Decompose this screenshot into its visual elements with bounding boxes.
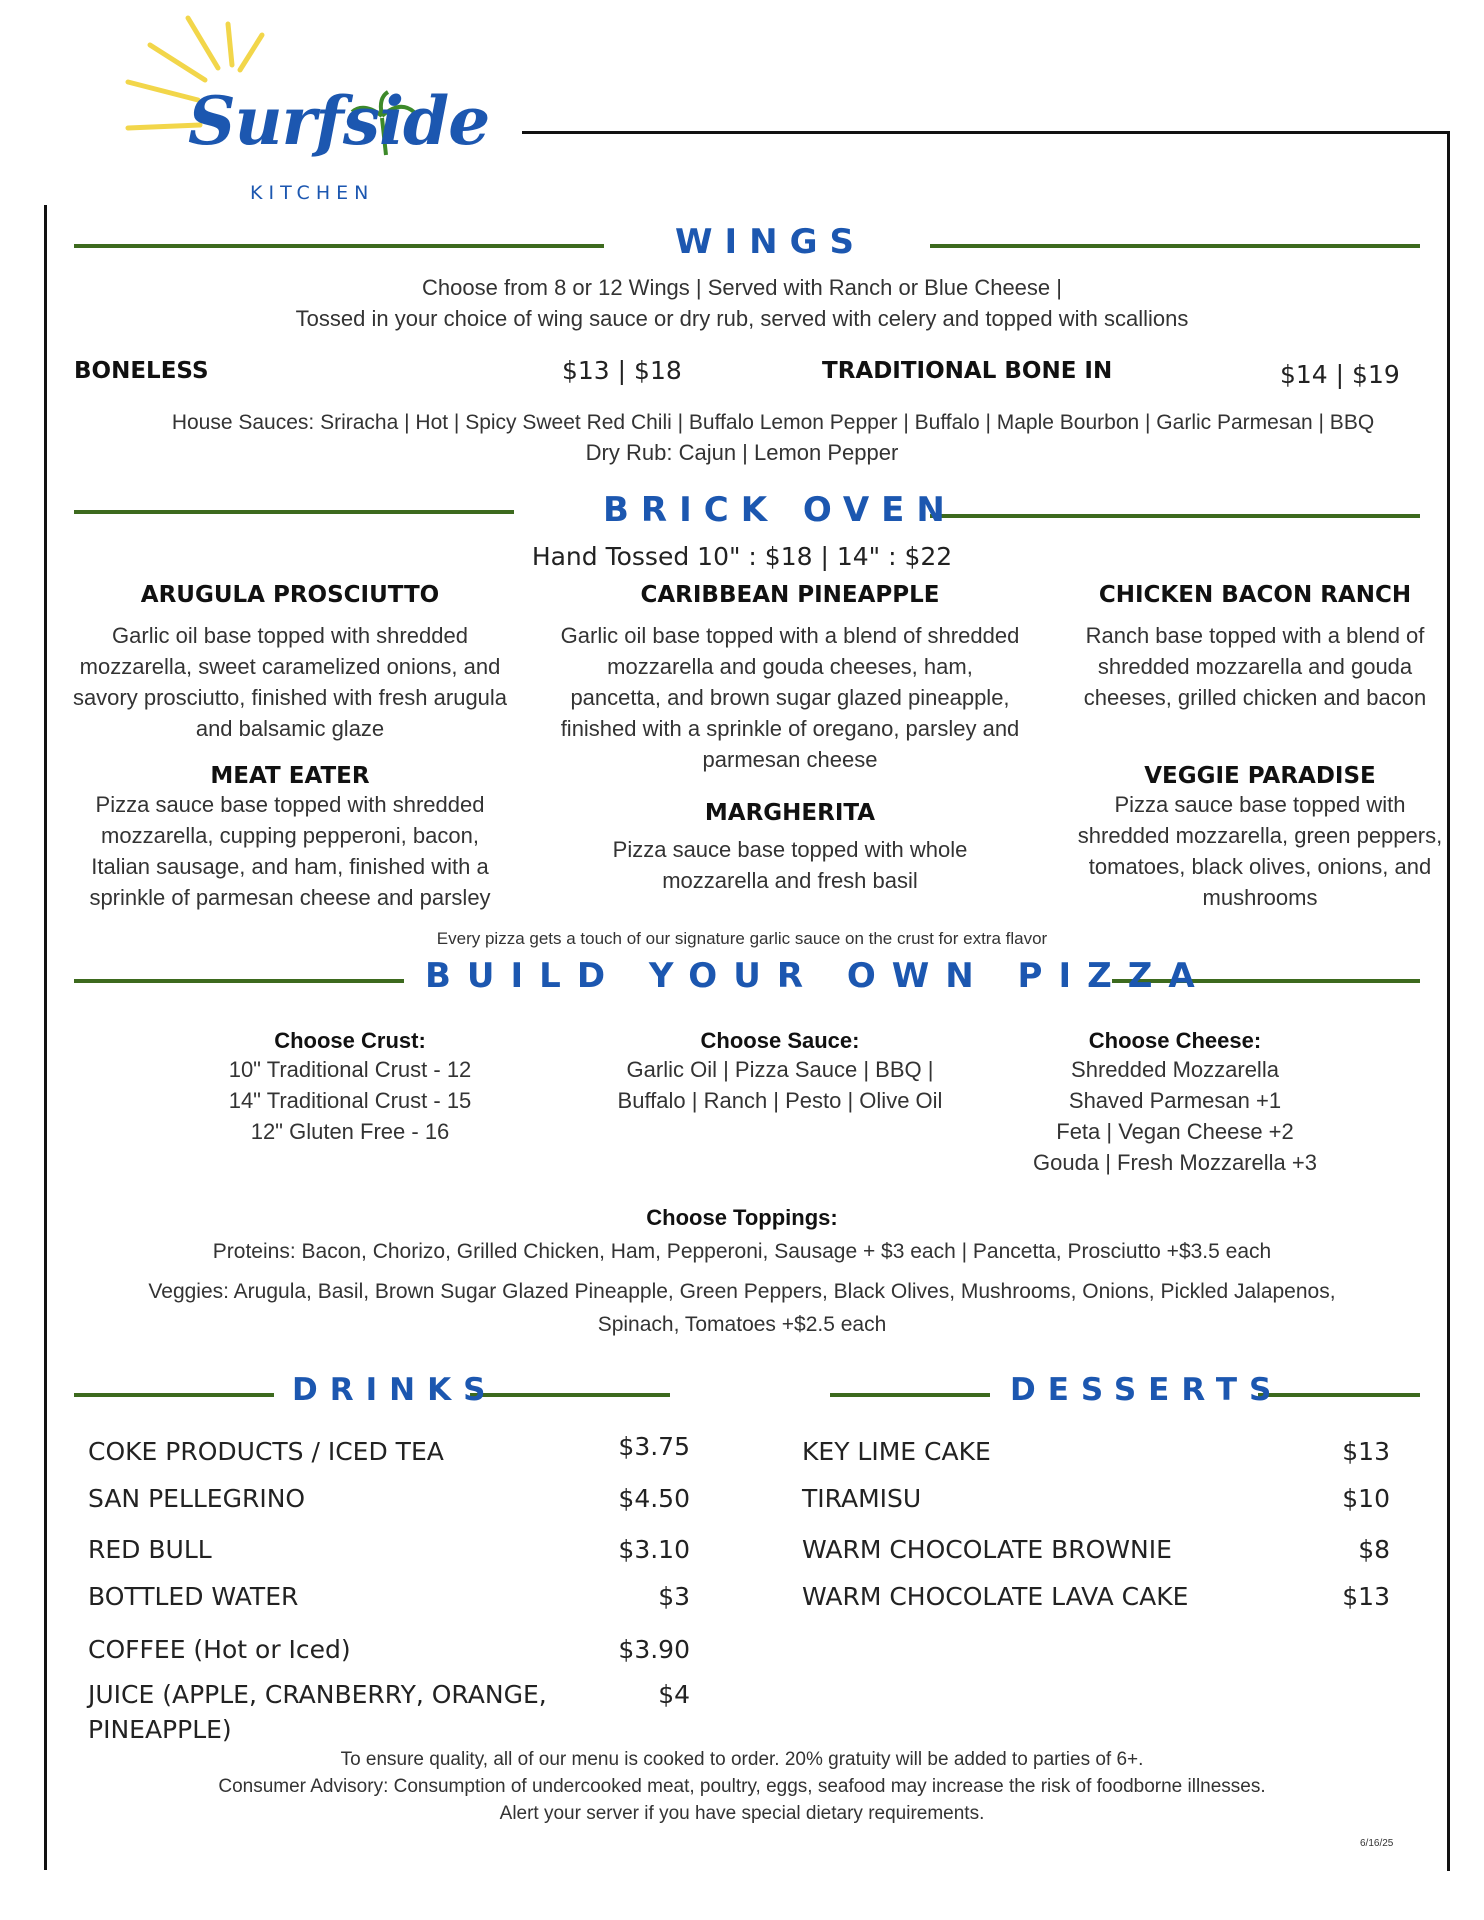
- byo-rule-left: [74, 979, 404, 983]
- crust-line: 14" Traditional Crust - 15: [228, 1088, 472, 1113]
- pizza-card: [560, 582, 1020, 775]
- pizza-name: MARGHERITA: [704, 800, 876, 826]
- drink-item: JUICE (APPLE, CRANBERRY, ORANGE,: [88, 1680, 547, 1709]
- dessert-price: $13: [1342, 1437, 1390, 1466]
- byo-crust: [190, 1028, 510, 1147]
- dessert-item: WARM CHOCOLATE BROWNIE: [802, 1535, 1172, 1564]
- drinks-title: DRINKS: [292, 1372, 498, 1408]
- drinks-rule-right: [470, 1393, 670, 1397]
- pizza-desc: Ranch base topped with a blend of shredded mozzarella and gouda cheeses, grilled chicken and bacon: [1083, 623, 1427, 710]
- toppings-heading: Choose Toppings:: [646, 1205, 838, 1230]
- dessert-price: $13: [1342, 1582, 1390, 1611]
- dessert-price: $10: [1342, 1484, 1390, 1513]
- sauce-heading: Choose Sauce:: [700, 1028, 860, 1053]
- footer-line-3: Alert your server if you have special dietary requirements.: [499, 1803, 985, 1824]
- wings-intro-1: Choose from 8 or 12 Wings | Served with Ranch or Blue Cheese |: [422, 275, 1062, 300]
- drink-price: $4: [658, 1680, 690, 1709]
- pizza-card: [1075, 582, 1435, 713]
- toppings-veggies-2: Spinach, Tomatoes +$2.5 each: [597, 1313, 887, 1336]
- pizza-desc: Garlic oil base topped with shredded mozzarella, sweet caramelized onions, and savory prosciutto, finished with fresh arugula and balsamic glaze: [72, 623, 508, 741]
- drink-item: RED BULL: [88, 1535, 212, 1564]
- cheese-heading: Choose Cheese:: [1088, 1028, 1262, 1053]
- byo-sauce: [600, 1028, 960, 1116]
- drink-item: COKE PRODUCTS / ICED TEA: [88, 1437, 444, 1466]
- sauce-line: Garlic Oil | Pizza Sauce | BBQ |: [626, 1057, 934, 1082]
- drink-price: $3.10: [618, 1535, 690, 1564]
- brick-note: Every pizza gets a touch of our signature garlic sauce on the crust for extra flavor: [436, 929, 1048, 948]
- wings-dry-rub: Dry Rub: Cajun | Lemon Pepper: [585, 440, 899, 465]
- desserts-title: DESSERTS: [1010, 1372, 1284, 1408]
- frame-right-line: [1447, 131, 1450, 1871]
- byo-title: BUILD YOUR OWN PIZZA: [425, 956, 1211, 996]
- wings-sauces: House Sauces: Sriracha | Hot | Spicy Sweet Red Chili | Buffalo Lemon Pepper | Buffalo | Maple Bourbon | Garlic Parmesan | BBQ: [171, 411, 1375, 434]
- brick-rule-left: [74, 510, 514, 514]
- drink-price: $3.75: [618, 1432, 690, 1461]
- cheese-line: Shredded Mozzarella: [1071, 1057, 1279, 1082]
- toppings-proteins: Proteins: Bacon, Chorizo, Grilled Chicken, Ham, Pepperoni, Sausage + $3 each | Pancetta, Prosciutto +$3.5 each: [212, 1240, 1272, 1263]
- pizza-name: CARIBBEAN PINEAPPLE: [640, 582, 940, 608]
- pizza-desc: Pizza sauce base topped with whole mozzarella and fresh basil: [612, 837, 968, 893]
- pizza-name: CHICKEN BACON RANCH: [1098, 582, 1412, 608]
- brand-name: Surfside: [188, 82, 490, 160]
- drink-price: $3: [658, 1582, 690, 1611]
- footer-date: 6/16/25: [1360, 1838, 1394, 1849]
- pizza-card: [1075, 763, 1445, 913]
- traditional-name: TRADITIONAL BONE IN: [822, 358, 1113, 384]
- boneless-price: $13 | $18: [562, 356, 682, 385]
- drink-item: COFFEE (Hot or Iced): [88, 1635, 351, 1664]
- dessert-price: $8: [1358, 1535, 1390, 1564]
- wings-title: WINGS: [675, 222, 867, 262]
- drink-item: SAN PELLEGRINO: [88, 1484, 306, 1513]
- crust-heading: Choose Crust:: [274, 1028, 426, 1053]
- drink-price: $3.90: [618, 1635, 690, 1664]
- dessert-item: TIRAMISU: [802, 1484, 922, 1513]
- drink-item-cont: PINEAPPLE): [88, 1715, 232, 1744]
- brick-title: BRICK OVEN: [603, 490, 957, 530]
- boneless-name: BONELESS: [74, 358, 209, 384]
- pizza-name: MEAT EATER: [210, 763, 370, 789]
- desserts-rule-left: [830, 1393, 990, 1397]
- drinks-rule-left: [74, 1393, 274, 1397]
- wings-rule-right: [930, 244, 1420, 248]
- footer-line-2: Consumer Advisory: Consumption of undercooked meat, poultry, eggs, seafood may increase the risk of foodborne illnesses.: [218, 1776, 1266, 1797]
- wings-intro-2: Tossed in your choice of wing sauce or dry rub, served with celery and topped with scallions: [295, 306, 1189, 331]
- crust-line: 12" Gluten Free - 16: [250, 1119, 450, 1144]
- footer-line-1: To ensure quality, all of our menu is cooked to order. 20% gratuity will be added to parties of 6+.: [340, 1749, 1144, 1770]
- logo: [120, 10, 490, 205]
- dessert-item: KEY LIME CAKE: [802, 1437, 991, 1466]
- frame-top-line: [522, 131, 1450, 134]
- cheese-line: Feta | Vegan Cheese +2: [1056, 1119, 1294, 1144]
- cheese-line: Shaved Parmesan +1: [1068, 1088, 1282, 1113]
- traditional-price: $14 | $19: [1280, 360, 1400, 389]
- toppings-veggies-1: Veggies: Arugula, Basil, Brown Sugar Glazed Pineapple, Green Peppers, Black Olives, Mushrooms, Onions, Pickled Jalapenos,: [148, 1280, 1336, 1303]
- sauce-line: Buffalo | Ranch | Pesto | Olive Oil: [617, 1088, 943, 1113]
- wings-rule-left: [74, 244, 604, 248]
- brand-sub: KITCHEN: [250, 182, 375, 204]
- byo-cheese: [1010, 1028, 1340, 1178]
- brick-rule-right: [930, 514, 1420, 518]
- brick-pricing: Hand Tossed 10" : $18 | 14" : $22: [531, 542, 953, 571]
- crust-line: 10" Traditional Crust - 12: [228, 1057, 472, 1082]
- pizza-card: [590, 800, 990, 896]
- pizza-desc: Pizza sauce base topped with shredded mozzarella, cupping pepperoni, bacon, Italian sausage, and ham, finished with a sprinkle of parmesan cheese and parsley: [89, 792, 491, 910]
- drink-price: $4.50: [618, 1484, 690, 1513]
- pizza-name: VEGGIE PARADISE: [1144, 763, 1376, 789]
- pizza-name: ARUGULA PROSCIUTTO: [140, 582, 440, 608]
- pizza-desc: Pizza sauce base topped with shredded mozzarella, green peppers, tomatoes, black olives, onions, and mushrooms: [1077, 792, 1443, 910]
- dessert-item: WARM CHOCOLATE LAVA CAKE: [802, 1582, 1189, 1611]
- pizza-card: [70, 763, 510, 913]
- pizza-desc: Garlic oil base topped with a blend of shredded mozzarella and gouda cheeses, ham, pancetta, and brown sugar glazed pineapple, finished with a sprinkle of oregano, parsley and parmesan cheese: [560, 623, 1020, 772]
- drink-item: BOTTLED WATER: [88, 1582, 299, 1611]
- cheese-line: Gouda | Fresh Mozzarella +3: [1033, 1150, 1317, 1175]
- pizza-card: [70, 582, 510, 744]
